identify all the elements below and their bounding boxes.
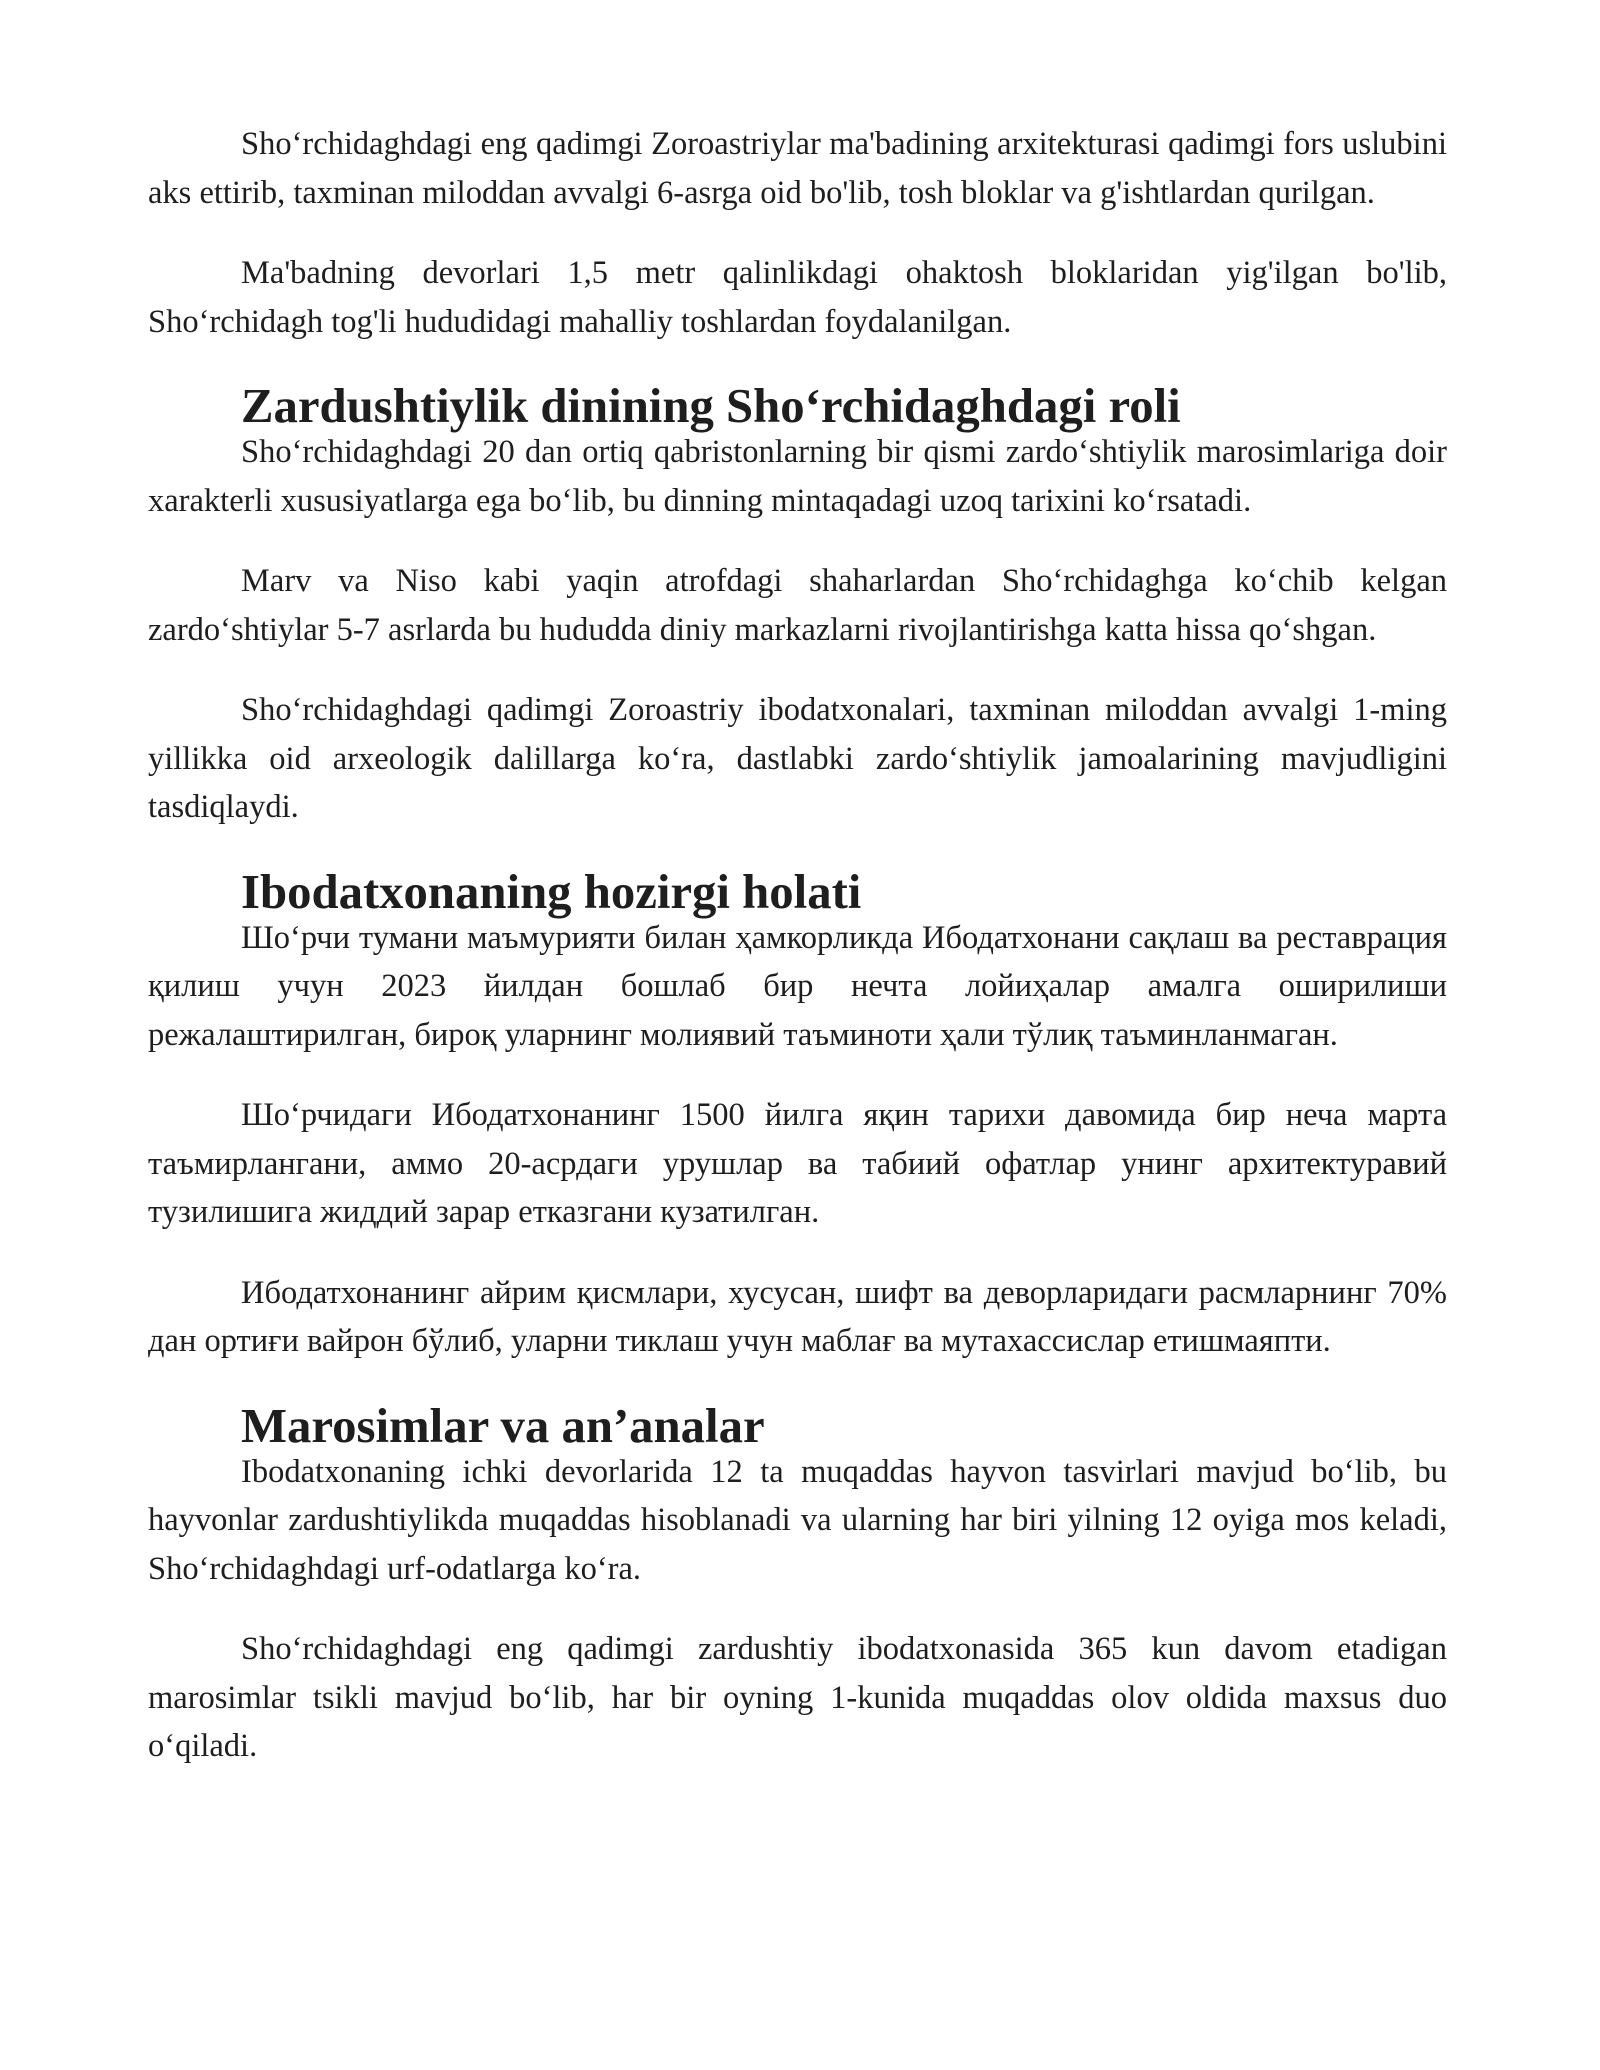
section-heading: Ibodatxonaning hozirgi holati: [241, 864, 862, 919]
paragraph: Marv va Niso kabi yaqin atrofdagi shaharlardan Sho‘rchidaghga ko‘chib kelgan zardo‘shtiylar 5-7 asrlarda bu hududda diniy markazlarni rivojlantirishga katta hissa qo‘shgan.: [148, 563, 1447, 648]
paragraph: Sho‘rchidaghdagi qadimgi Zoroastriy ibodatxonalari, taxminan miloddan avvalgi 1-ming yillikka oid arxeologik dalillarga ko‘ra, dastlabki zardo‘shtiylik jamoalarining mavjudligini tasdiqlaydi.: [148, 692, 1447, 825]
paragraph: Шо‘рчидаги Ибодатхонанинг 1500 йилга яқин тарихи давомида бир неча марта таъмирлангани, аммо 20-асрдаги урушлар ва табиий офатлар унинг архитектуравий тузилишига жиддий зарар етказгани кузатилган.: [148, 1097, 1447, 1230]
paragraph: Ибодатхонанинг айрим қисмлари, хусусан, шифт ва деворларидаги расмларнинг 70% дан ортиғи вайрон бўлиб, уларни тиклаш учун маблағ ва мутахассислар етишмаяпти.: [148, 1274, 1447, 1359]
section-heading: Marosimlar va an’analar: [241, 1398, 765, 1453]
paragraph: Sho‘rchidaghdagi 20 dan ortiq qabristonlarning bir qismi zardo‘shtiylik marosimlariga doir xarakterli xususiyatlarga ega bo‘lib, bu dinning mintaqadagi uzoq tarixini ko‘rsatadi.: [148, 434, 1447, 519]
paragraph: Ma'badning devorlari 1,5 metr qalinlikdagi ohaktosh bloklaridan yig'ilgan bo'lib, Sho‘rchidagh tog'li hududidagi mahalliy toshlardan foydalanilgan.: [148, 255, 1447, 340]
paragraph: Ibodatxonaning ichki devorlarida 12 ta muqaddas hayvon tasvirlari mavjud bo‘lib, bu hayvonlar zardushtiylikda muqaddas hisoblanadi va ularning har biri yilning 12 oyiga mos keladi, Sho‘rchidaghdagi urf-odatlarga ko‘ra.: [148, 1453, 1447, 1587]
document-body: [148, 120, 1447, 1803]
paragraph: Шо‘рчи тумани маъмурияти билан ҳамкорликда Ибодатхонани сақлаш ва реставрация қилиш учун 2023 йилдан бошлаб бир нечта лойиҳалар амалга оширилиши режалаштирилган, бироқ уларнинг молиявий таъминоти ҳали тўлиқ таъминланмаган.: [148, 919, 1447, 1053]
paragraph: Sho‘rchidaghdagi eng qadimgi zardushtiy ibodatxonasida 365 kun davom etadigan marosimlar tsikli mavjud bo‘lib, har bir oyning 1-kunida muqaddas olov oldida maxsus duo o‘qiladi.: [148, 1631, 1447, 1764]
paragraph: Sho‘rchidaghdagi eng qadimgi Zoroastriylar ma'badining arxitekturasi qadimgi fors uslubini aks ettirib, taxminan miloddan avvalgi 6-asrga oid bo'lib, tosh bloklar va g'ishtlardan qurilgan.: [148, 126, 1447, 211]
section-heading: Zardushtiylik dinining Sho‘rchidaghdagi roli: [241, 379, 1181, 433]
